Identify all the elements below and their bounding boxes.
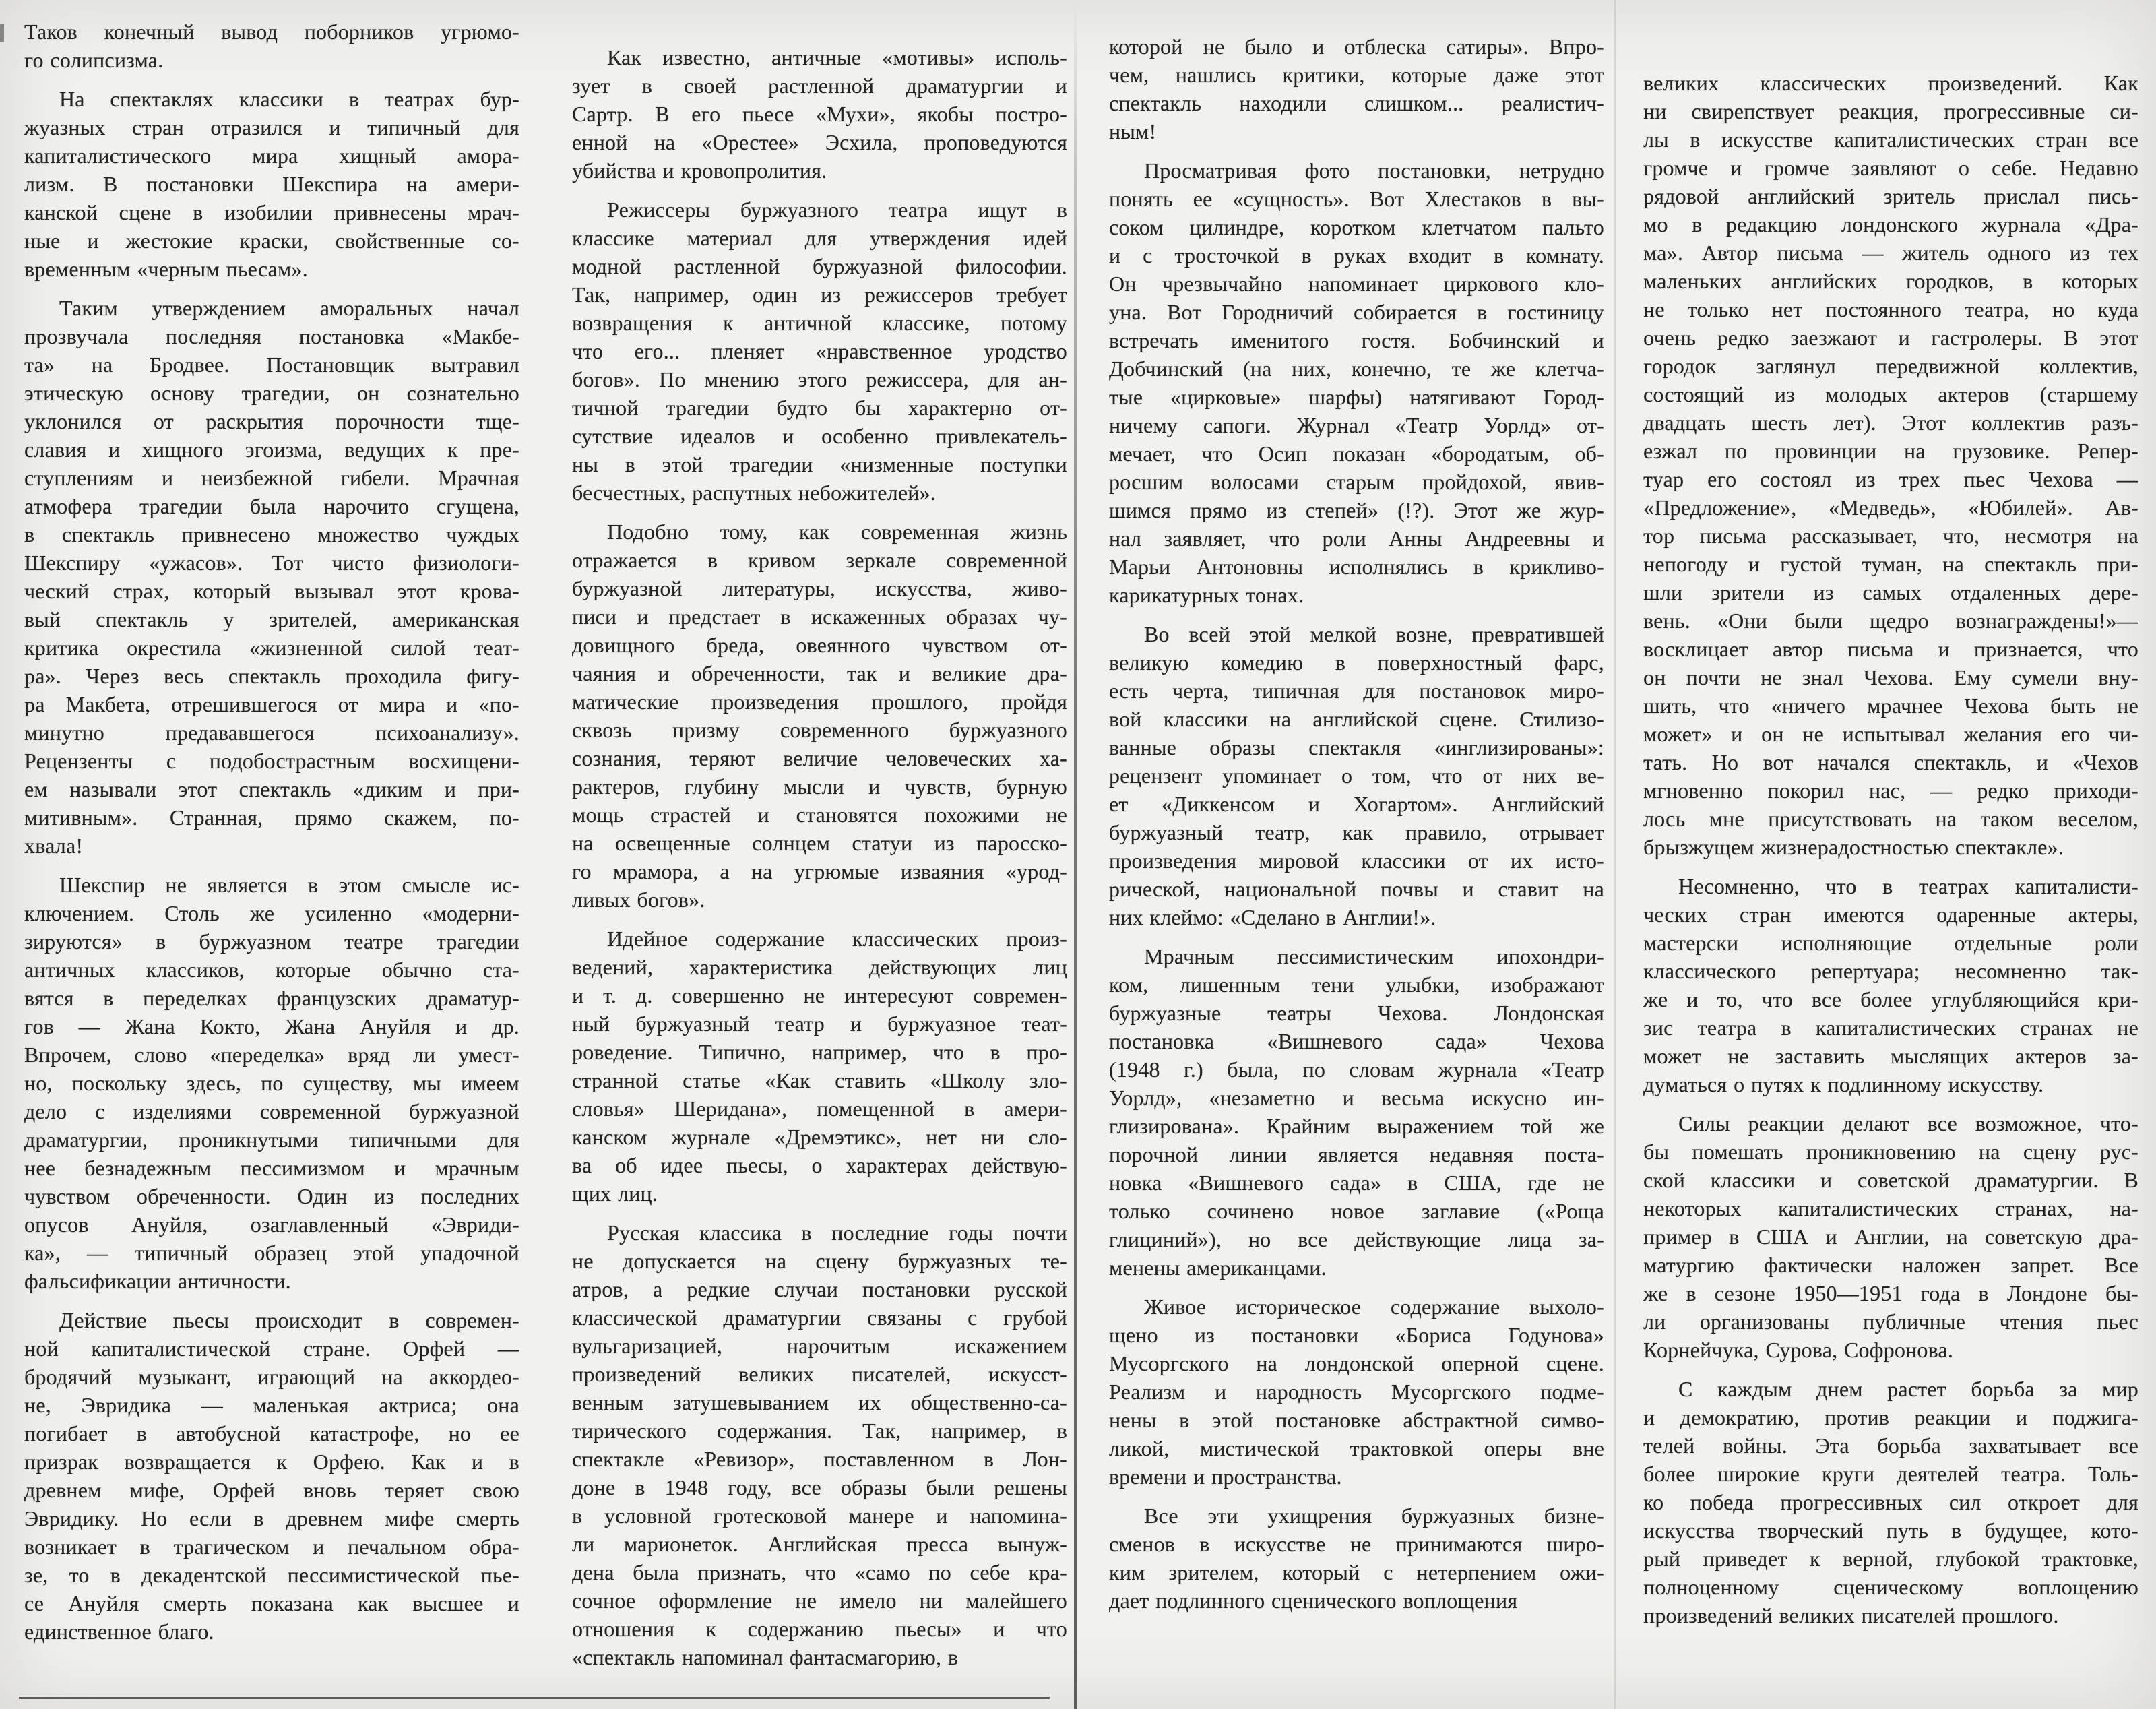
text-line: в условной гротесковой манере и напомина- [572,1503,1067,1528]
text-line: призрак возвращается к Орфею. Как и в [24,1450,519,1474]
text-line: восклицает автор письма и признается, что [1643,637,2138,661]
text-line: понять ее «сущность». Вот Хлестаков в вы- [1109,187,1604,211]
column-4 [1643,0,2138,1671]
text-line: спектакль находили слишком... реалистич- [1109,91,1604,115]
text-line: менены американцами. [1109,1255,1327,1280]
text-line: порочной линии является недавняя поста- [1109,1142,1604,1167]
text-line: уна. Вот Городничий собирается в гостиницу [1109,300,1604,324]
text-line: ко победа прогрессивных сил откроет для [1643,1490,2138,1514]
text-line: есть черта, типичная для постановок миро- [1109,679,1604,703]
text-line: погибает в автобусной катастрофе, но ее [24,1421,519,1446]
column-2 [572,0,1067,1671]
text-line: жуазных стран отразился и типичный для [24,115,519,139]
text-line: Сартр. В его пьесе «Мухи», якобы постро- [572,102,1067,126]
text-line: словья» Шеридана», помещенной в амери- [572,1096,1067,1121]
text-line: зует в своей растленной драматургии и [572,73,1067,98]
column-divider-rule-faint [1614,0,1616,1709]
text-line: атмофера трагедии была нарочито сгущена, [24,494,519,518]
paragraph [1109,156,1604,609]
text-line: сознания, теряют величие человеческих ха- [572,746,1067,770]
text-line: единственное благо. [24,1619,214,1644]
text-line: дена была признать, что «само по себе кра- [572,1560,1067,1584]
text-line: енной на «Орестее» Эсхила, проповедуются [572,130,1067,154]
text-line: ступлениям и неизбежной гибели. Мрачная [24,466,519,490]
text-line: двадцать шесть лет). Этот коллектив разъ- [1643,410,2138,435]
text-line: сочное оформление не имело ни малейшего [572,1588,1067,1613]
paragraph [1109,32,1604,146]
text-line: канском журнале «Дремэтикс», нет ни сло- [572,1125,1067,1149]
text-line: них клеймо: «Сделано в Англии!». [1109,905,1436,929]
text-line: ный буржуазный театр и буржуазное теат- [572,1012,1067,1036]
text-line: тор письма рассказывает, что, несмотря на [1643,524,2138,548]
text-line: Подобно тому, как современная жизнь [607,520,1067,544]
text-line: возвращения к античной классике, потому [572,311,1067,335]
paragraph [1643,1109,2138,1364]
paragraph [1643,1375,2138,1629]
text-line: только сочинено новое заглавие («Роща [1109,1199,1604,1223]
text-line: отношения к содержанию пьесы» и что [572,1617,1067,1641]
text-line: рической, национальной почвы и ставит на [1109,877,1604,901]
text-line: Мрачным пессимистическим ипохондри- [1144,944,1604,968]
text-line: Мусоргского на лондонской оперной сцене. [1109,1351,1604,1375]
text-line: ведений, характеристика действующих лиц [572,955,1067,979]
text-line: На спектаклях классики в театрах бур- [59,87,519,111]
text-line: гов — Жана Кокто, Жана Ануйля и др. [24,1014,519,1038]
text-line: вятся в переделках французских драматур- [24,986,519,1010]
text-line: произведений великих писателей, искусст- [572,1362,1067,1386]
text-line: буржуазные театры Чехова. Лондонская [1109,1001,1604,1025]
text-line: ли организованы публичные чтения пьес [1643,1309,2138,1334]
paragraph [24,18,519,74]
text-line: не, Эвридика — маленькая актриса; она [24,1393,519,1417]
text-line: полноценному сценическому воплощению [1643,1575,2138,1599]
text-line: капиталистического мира хищный амора- [24,144,519,168]
text-line: писи и предстает в искаженных образах чу- [572,604,1067,629]
text-line: Живое историческое содержание выхоло- [1144,1295,1604,1319]
paragraph [24,871,519,1295]
text-line: что его... пленяет «нравственное уродство [572,339,1067,363]
text-line: непогоду и густой туман, на спектакль при- [1643,552,2138,576]
text-line: матургию фактически наложен запрет. Все [1643,1253,2138,1277]
text-line: Он чрезвычайно напоминает циркового кло- [1109,272,1604,296]
text-line: Силы реакции делают все возможное, что- [1678,1111,2138,1136]
column-1 [24,0,519,1671]
text-line: критика окрестила «жизненной силой теат- [24,635,519,660]
text-line: довищного бреда, овеянного чувством от- [572,633,1067,657]
paragraph [572,925,1067,1208]
text-line: зис театра в капиталистических странах не [1643,1016,2138,1040]
text-line: ни свирепствует реакция, прогрессивные си- [1643,99,2138,123]
text-line: лы в искусстве капиталистических стран все [1643,127,2138,152]
text-line: не только нет постоянного театра, но куда [1643,297,2138,321]
column-3 [1109,0,1604,1671]
scan-edge-smudge [0,24,4,42]
text-line: чем, нашлись критики, которые даже этот [1109,63,1604,87]
text-line: Эвридику. Но если в древнем мифе смерть [24,1506,519,1530]
text-line: буржуазный театр, как правило, отрывает [1109,820,1604,844]
text-line: Несомненно, что в театрах капиталисти- [1678,874,2138,898]
text-line: Таков конечный вывод поборников угрюмо- [24,20,519,44]
text-line: мастерски исполняющие отдельные роли [1643,931,2138,955]
text-line: «спектакль напоминал фантасмагорию, в [572,1645,959,1669]
text-line: убийства и кровопролития. [572,158,827,183]
text-line: матические произведения прошлого, пройдя [572,689,1067,714]
text-line: мо в редакцию лондонского журнала «Дра- [1643,212,2138,237]
text-line: чаяния и обреченности, так и великие дра- [572,661,1067,685]
text-line: ва об идее пьесы, о характерах действую- [572,1153,1067,1177]
text-line: Режиссеры буржуазного театра ищут в [607,197,1067,222]
text-line: ликой, мистической трактовкой оперы вне [1109,1436,1604,1460]
text-line: лось мне присутствовать на таком веселом, [1643,807,2138,831]
text-line: рактеров, глубину мысли и чувств, бурную [572,774,1067,799]
text-line: уклонился от раскрытия порочности тще- [24,409,519,433]
text-line: Как известно, античные «мотивы» исполь- [607,45,1067,69]
text-line: ной капиталистической стране. Орфей — [24,1336,519,1361]
text-line: бесчестных, распутных небожителей». [572,480,936,505]
text-line: глизирована». Крайним выражением той же [1109,1114,1604,1138]
text-line: езжал по провинции на грузовике. Репер- [1643,439,2138,463]
text-line: ра Макбета, отрешившегося от мира и «по- [24,692,519,716]
text-line: времени и пространства. [1109,1464,1342,1489]
text-line: сутствие идеалов и особенно привлекатель- [572,424,1067,448]
text-line: шли зрители из самых отдаленных дере- [1643,580,2138,604]
paragraph [1109,942,1604,1282]
text-line: маленьких английских городков, в которых [1643,269,2138,293]
text-line: древнем мифе, Орфей вновь теряет свою [24,1478,519,1502]
text-line: рый приведет к верной, глубокой трактовке, [1643,1547,2138,1571]
text-line: вульгаризацией, нарочитым искажением [572,1334,1067,1358]
text-line: постановка «Вишневого сада» Чехова [1109,1029,1604,1053]
text-line: вень. «Они были щедро вознаграждены!»— [1643,609,2138,633]
text-line: атров, а редкие случаи постановки русской [572,1277,1067,1301]
text-line: Русская классика в последние годы почти [607,1220,1067,1245]
text-line: венным затушевыванием их общественно-са- [572,1390,1067,1415]
text-line: Корнейчука, Сурова, Софронова. [1643,1338,1954,1362]
text-line: ливых богов». [572,888,705,912]
text-line: славия и хищного эгоизма, ведущих к пре- [24,437,519,462]
paragraph [1643,872,2138,1098]
paragraph [24,294,519,860]
text-line: Во всей этой мелкой возне, превратившей [1144,622,1604,646]
text-line: шимся прямо из степей» (!?). Этот же жур- [1109,498,1604,522]
text-line: бродячий музыкант, играющий на аккордео- [24,1365,519,1389]
text-line: но, поскольку здесь, по существу, мы имеем [24,1071,519,1095]
text-line: тые «цирковые» шарфы) натягивают Город- [1109,385,1604,409]
text-line: мечает, что Осип показан «бородатым, об- [1109,441,1604,466]
text-line: сквозь призму современного буржуазного [572,718,1067,742]
text-line: думаться о путях к подлинному искусству. [1643,1072,2044,1096]
column-divider-rule [1074,0,1077,1709]
text-line: вой классики на английской сцене. Стилизо- [1109,707,1604,731]
text-line: Шекспир не является в этом смысле ис- [59,873,519,897]
text-line: чувством обреченности. Один из последних [24,1184,519,1208]
text-line: произведения мировой классики от их исто- [1109,848,1604,873]
text-line: произведений великих писателей прошлого. [1643,1603,2059,1627]
text-line: Реализм и народность Мусоргского подме- [1109,1379,1604,1404]
text-line: ли марионеток. Английская пресса вынуж- [572,1532,1067,1556]
text-line: ет «Диккенсом и Хогартом». Английский [1109,792,1604,816]
text-line: Все эти ухищрения буржуазных бизне- [1144,1503,1604,1528]
text-line: Шекспиру «ужасов». Тот чисто физиологи- [24,551,519,575]
paragraph [24,1306,519,1646]
paragraph [1643,69,2138,861]
text-line: спектакле «Ревизор», поставленном в Лон- [572,1447,1067,1471]
text-line: вый спектакль у зрителей, американская [24,607,519,631]
text-line: ные и жестокие краски, свойственные со- [24,228,519,253]
text-line: доне в 1948 году, все образы были решены [572,1475,1067,1499]
text-line: зируются» в буржуазном театре трагедии [24,929,519,954]
text-line: дело с изделиями современной буржуазной [24,1099,519,1123]
text-line: рецензент упоминает о том, что от них ве- [1109,764,1604,788]
text-line: ма». Автор письма — житель одного из тех [1643,241,2138,265]
text-line: «Предложение», «Медведь», «Юбилей». Ав- [1643,495,2138,520]
text-line: этическую основу трагедии, он сознательно [24,381,519,405]
text-line: ным! [1109,119,1157,144]
text-line: драматургии, проникнутыми типичными для [24,1127,519,1152]
paragraph [1109,1293,1604,1491]
text-line: брызжущем жизнерадостностью спектакле». [1643,835,2064,859]
text-line: очень редко заезжают и гастролеры. В этот [1643,325,2138,350]
text-line: шить, что «ничего мрачнее Чехова быть не [1643,693,2138,718]
text-line: странной статье «Как ставить «Школу зло- [572,1068,1067,1092]
text-line: мгновенно покорил нас, — редко приходи- [1643,778,2138,803]
text-line: щих лиц. [572,1181,658,1206]
bottom-rule [19,1697,1050,1699]
text-line: лизм. В постановки Шекспира на амери- [24,172,519,196]
text-line: нены в этой постановке абстрактной симво- [1109,1408,1604,1432]
text-line: С каждым днем растет борьба за мир [1678,1377,2138,1401]
text-line: тать. Но вот начался спектакль, и «Чехов [1643,750,2138,774]
text-line: на освещенные солнцем статуи из паросско- [572,831,1067,855]
text-line: та» на Бродвее. Постановщик вытравил [24,352,519,377]
text-line: мощь страстей и становятся похожими не [572,803,1067,827]
text-line: дает подлинного сценического воплощения [1109,1588,1518,1613]
text-line: роведение. Типично, например, что в про- [572,1040,1067,1064]
text-line: (1948 г.) была, по словам журнала «Театр [1109,1057,1604,1082]
text-line: отражается в кривом зеркале современной [572,548,1067,572]
text-line: опусов Ануйля, озаглавленный «Эвриди- [24,1212,519,1237]
text-line: ческий страх, который вызывал этот крова- [24,579,519,603]
paragraph [24,85,519,283]
paragraph [572,43,1067,185]
text-line: классике материал для утверждения идей [572,226,1067,250]
text-line: ключением. Столь же усиленно «модерни- [24,901,519,925]
text-line: Идейное содержание классических произ- [607,927,1067,951]
text-line: туар его состоял из трех пьес Чехова — [1643,467,2138,491]
paragraph [572,1218,1067,1671]
text-line: встречать именитого гостя. Бобчинский и [1109,328,1604,352]
text-line: телей войны. Эта борьба захватывает все [1643,1433,2138,1458]
text-line: и с тросточкой в руках входит в комнату. [1109,243,1604,268]
text-line: карикатурных тонах. [1109,583,1304,607]
text-line: же и то, что все более углубляющийся кри- [1643,987,2138,1012]
text-line: митивным». Странная, прямо скажем, по- [24,805,519,830]
text-line: зе, то в декадентской пессимистической пье- [24,1563,519,1587]
text-line: глициний»), но все действующие лица за- [1109,1227,1604,1251]
text-line: богов». По мнению этого режиссера, для ан- [572,367,1067,392]
text-line: в спектакль привнесено множество чуждых [24,522,519,547]
text-line: фальсификации античности. [24,1269,291,1293]
paragraph [572,195,1067,507]
text-line: рядовой английский зритель прислал пись- [1643,184,2138,208]
text-line: росшим волосами старым пройдохой, явив- [1109,470,1604,494]
text-line: Марьи Антоновны исполнялись в крикливо- [1109,555,1604,579]
text-line: го солипсизма. [24,48,164,72]
text-line: громче и громче заявляют о себе. Недавно [1643,156,2138,180]
text-line: нее безнадежным пессимизмом и мрачным [24,1156,519,1180]
text-line: которой не было и отблеска сатиры». Впро- [1109,34,1604,59]
text-line: ра». Через весь спектакль проходила фигу- [24,664,519,688]
text-line: городок заглянул передвижной коллектив, [1643,354,2138,378]
text-line: ком, лишенным тени улыбки, изображают [1109,972,1604,997]
paragraph [1109,1501,1604,1615]
text-line: канской сцене в изобилии привнесены мрач- [24,200,519,224]
text-line: тичной трагедии будто бы характерно от- [572,396,1067,420]
text-line: тирического содержания. Так, например, в [572,1419,1067,1443]
text-line: не допускается на сцену буржуазных те- [572,1249,1067,1273]
text-line: Уорлд», «незаметно и весьма искусно ин- [1109,1086,1604,1110]
text-line: прозвучала последняя постановка «Макбе- [24,324,519,348]
text-line: минутно предававшегося психоанализу». [24,720,519,745]
text-line: великую комедию в поверхностный фарс, [1109,650,1604,675]
text-line: нал заявляет, что роли Анны Андреевны и [1109,526,1604,551]
text-line: более широкие круги деятелей театра. Толь- [1643,1462,2138,1486]
text-line: Впрочем, слово «переделка» вряд ли умест- [24,1043,519,1067]
text-line: новка «Вишневого сада» в США, где не [1109,1171,1604,1195]
text-line: античных классиков, которые обычно ста- [24,958,519,982]
text-line: се Ануйля смерть показана как высшее и [24,1591,519,1615]
text-line: Добчинский (на них, конечно, те же клетча- [1109,356,1604,381]
text-line: щено из постановки «Бориса Годунова» [1109,1323,1604,1347]
text-line: классической драматургии связаны с грубой [572,1305,1067,1330]
text-line: некоторых капиталистических странах, на- [1643,1196,2138,1220]
text-line: и демократию, против реакции и поджига- [1643,1405,2138,1429]
text-line: Таким утверждением аморальных начал [59,296,519,320]
text-line: соком цилиндре, коротком клетчатом пальто [1109,215,1604,239]
text-line: Действие пьесы происходит в современ- [59,1308,519,1332]
text-line: и т. д. совершенно не интересуют современ- [572,983,1067,1007]
text-line: Просматривая фото постановки, нетрудно [1144,158,1604,183]
text-line: же в сезоне 1950—1951 года в Лондоне бы- [1643,1281,2138,1305]
text-line: Так, например, один из режиссеров требует [572,282,1067,307]
text-line: возникает в трагическом и печальном обра- [24,1534,519,1559]
text-line: модной растленной буржуазной философии. [572,254,1067,278]
text-columns [24,0,2138,1671]
paragraph [1109,620,1604,931]
text-line: го мрамора, а на угрюмые изваяния «урод- [572,859,1067,883]
text-line: бы помешать проникновению на сцену рус- [1643,1140,2138,1164]
text-line: ской классики и советской драматургии. В [1643,1168,2138,1192]
text-line: временным «черным пьесам». [24,257,308,281]
text-line: сменов в искусстве не принимаются широ- [1109,1532,1604,1556]
text-line: ка», — типичный образец этой упадочной [24,1241,519,1265]
text-line: ны в этой трагедии «низменные поступки [572,452,1067,476]
text-line: ческих стран имеются одаренные актеры, [1643,902,2138,927]
text-line: ким зрителем, который с нетерпением ожи- [1109,1560,1604,1584]
text-line: пример в США и Англии, на советскую дра- [1643,1224,2138,1249]
text-line: он почти не знал Чехова. Ему сумели вну- [1643,665,2138,689]
text-line: может» и он не испытывал желания его чи- [1643,722,2138,746]
text-line: Рецензенты с подобострастным восхищени- [24,749,519,773]
text-line: классического репертуара; несомненно так- [1643,959,2138,983]
text-line: великих классических произведений. Как [1643,71,2138,95]
text-line: может не заставить мыслящих актеров за- [1643,1044,2138,1068]
text-line: ничему сапоги. Журнал «Театр Уорлд» от- [1109,413,1604,437]
text-line: состоящий из молодых актеров (старшему [1643,382,2138,406]
paragraph [572,518,1067,914]
text-line: буржуазной литературы, искусства, живо- [572,576,1067,600]
text-line: искусства творческий путь в будущее, кото- [1643,1518,2138,1543]
text-line: ем называли этот спектакль «диким и при- [24,777,519,801]
text-line: ванные образы спектакля «инглизированы»: [1109,735,1604,759]
text-line: хвала! [24,834,84,858]
